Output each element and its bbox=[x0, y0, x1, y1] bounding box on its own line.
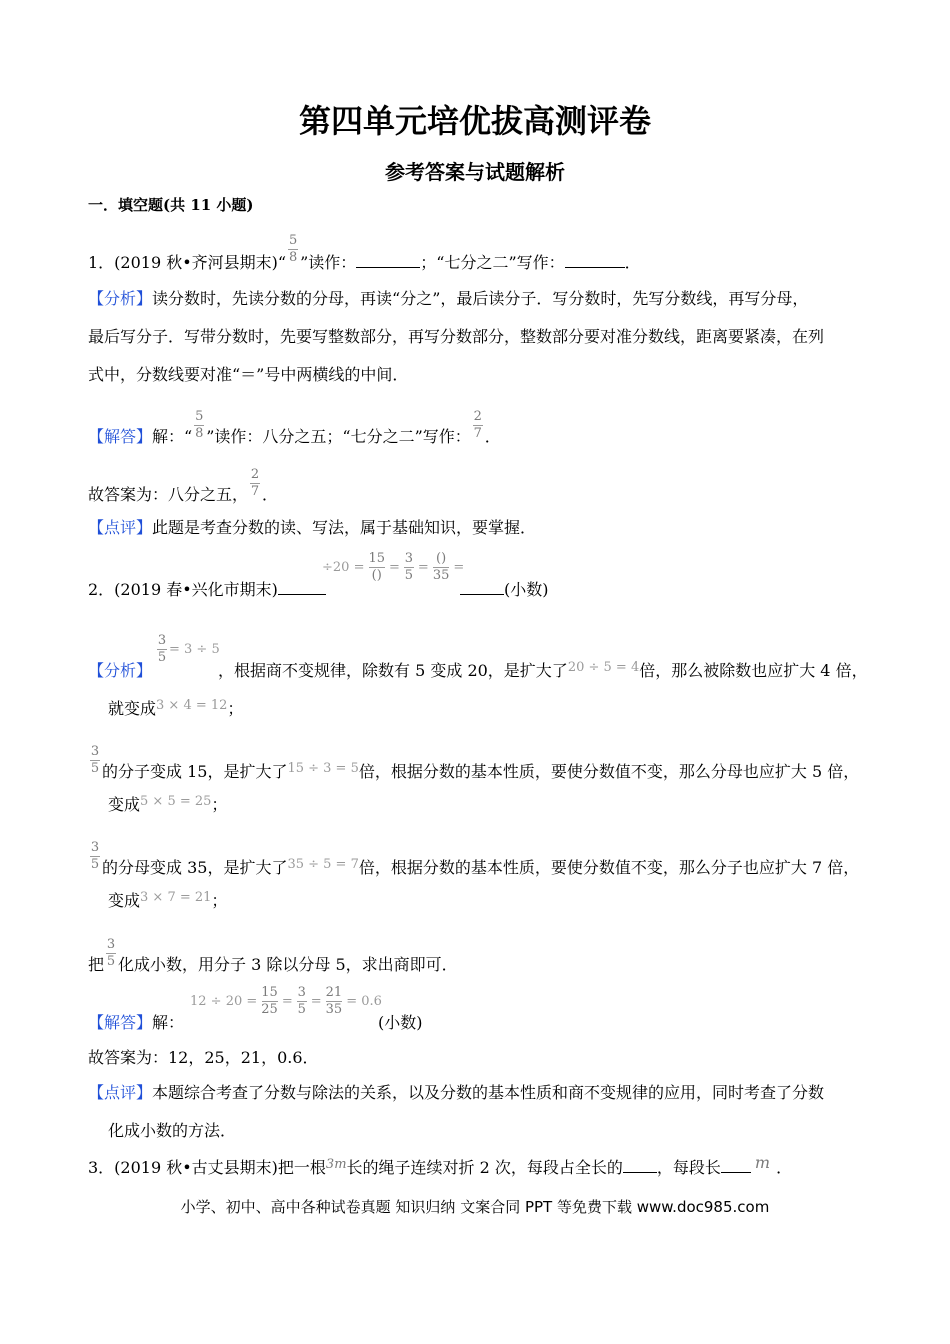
q1-frac-den: 8 bbox=[288, 250, 298, 265]
q1-ans2-num: 2 bbox=[473, 409, 482, 424]
q1-answer bbox=[88, 409, 501, 453]
q1-frac-num: 5 bbox=[288, 233, 298, 248]
q1-analysis-l3: 式中，分数线要对准“＝”号中两横线的中间． bbox=[88, 365, 409, 384]
section-heading: 一．填空题(共 11 小题) bbox=[88, 196, 254, 214]
q2-a1-text: ，根据商不变规律，除数有 5 变成 20，是扩大了 bbox=[218, 661, 568, 680]
q2-comment-l1: 本题综合考查了分数与除法的关系，以及分数的基本性质和商不变规律的应用，同时考查了分数 bbox=[152, 1083, 825, 1102]
q1-fraction bbox=[288, 234, 298, 265]
q2-a4 bbox=[88, 937, 458, 981]
q3-math1: 3m bbox=[325, 1157, 347, 1172]
q3-end: ． bbox=[776, 1158, 793, 1177]
q2-a2-frac bbox=[90, 745, 100, 776]
q2-answer bbox=[88, 1012, 184, 1034]
q1-blank-2[interactable] bbox=[565, 251, 625, 268]
q1-analysis-text: 读分数时，先读分数的分母，再读“分之”，最后读分子．写分数时，先写分数线，再写分母， bbox=[152, 289, 809, 308]
q2-ans-frac1 bbox=[261, 986, 278, 1017]
q2-eq-sign2: = bbox=[417, 560, 429, 575]
q2-a2-expr2: 5 × 5 = 25 bbox=[140, 794, 212, 809]
q2-frac1 bbox=[368, 552, 385, 583]
q2-ans-eq1: 12 ÷ 20 = bbox=[190, 994, 258, 1009]
q2-a1-expr: = 3 ÷ 5 bbox=[169, 642, 220, 657]
answer-tag: 【解答】 bbox=[88, 427, 153, 446]
q2-eq-sign: = bbox=[389, 560, 400, 575]
q2-answer-equation bbox=[190, 986, 382, 1017]
comment-tag: 【点评】 bbox=[88, 518, 153, 537]
q2-a3-l2-text: 变成 bbox=[108, 891, 141, 910]
q2-comment bbox=[88, 1082, 824, 1104]
q2-a3-l2-end: ； bbox=[211, 891, 228, 910]
q2-a1-frac bbox=[157, 634, 167, 665]
q3-mid2: ，每段长 bbox=[656, 1158, 721, 1177]
q1-line bbox=[88, 233, 641, 279]
q3-blank-1[interactable] bbox=[623, 1156, 657, 1173]
q2-f1-den: () bbox=[371, 568, 382, 583]
q2-a1-den: 5 bbox=[157, 650, 167, 665]
q2-ans-f1-den: 25 bbox=[261, 1002, 278, 1017]
q1-ans-frac-num: 5 bbox=[195, 409, 204, 424]
q2-a3-frac bbox=[90, 841, 100, 872]
q1-blank-1[interactable] bbox=[356, 251, 420, 268]
q2-answer-pre: 解： bbox=[152, 1013, 185, 1032]
q3-mid: 长的绳子连续对折 2 次，每段占全长的 bbox=[346, 1158, 623, 1177]
q2-f3-den: 35 bbox=[432, 568, 450, 583]
q2-a1-text-wrap bbox=[218, 660, 868, 684]
q2-a2 bbox=[88, 744, 860, 788]
q2-a3 bbox=[88, 840, 860, 884]
q1-mid2: ；“七分之二”写作： bbox=[420, 253, 565, 272]
q2-a2-l2 bbox=[108, 794, 227, 818]
q1-comment bbox=[88, 517, 536, 539]
q2-a2-expr: 15 ÷ 3 = 5 bbox=[287, 761, 359, 776]
q2-a4-pre: 把 bbox=[88, 955, 105, 974]
q1-analysis-l2: 最后写分子．写带分数时，先要写整数部分，再写分数部分，整数部分要对准分数线，距离要紧凑，在列 bbox=[88, 327, 825, 346]
page-subtitle: 参考答案与试题解析 bbox=[385, 160, 565, 184]
q2-suffix-wrap bbox=[460, 578, 549, 601]
q2-a1-expr3: 3 × 4 = 12 bbox=[156, 698, 228, 713]
q2-prefix: 2．(2019 春•兴化市期末) bbox=[88, 580, 278, 599]
q3-unit: m bbox=[754, 1153, 771, 1172]
q2-eq1: ÷20 = bbox=[322, 560, 365, 575]
q2-ans-frac2 bbox=[297, 986, 307, 1017]
analysis-tag: 【分析】 bbox=[88, 661, 153, 680]
q1-final bbox=[88, 467, 279, 511]
q3-blank-2[interactable] bbox=[721, 1156, 751, 1173]
q2-a2-text2: 倍，根据分数的基本性质，要使分数值不变，那么分母也应扩大 5 倍， bbox=[358, 762, 860, 781]
q3-prefix: 3．(2019 秋•古丈县期末)把一根 bbox=[88, 1158, 326, 1177]
q3-line bbox=[88, 1153, 793, 1181]
q2-frac2 bbox=[404, 552, 414, 583]
q2-suffix: (小数) bbox=[504, 580, 549, 599]
analysis-tag: 【分析】 bbox=[88, 289, 153, 308]
q2-a1-l2 bbox=[108, 698, 243, 722]
q2-ans-eq-sign2: = bbox=[310, 994, 322, 1009]
q2-blank-2[interactable] bbox=[460, 578, 504, 595]
q2-a1-l2-text: 就变成 bbox=[108, 699, 157, 718]
q2-a1-math bbox=[155, 634, 220, 665]
q2-a2-l2-text: 变成 bbox=[108, 795, 141, 814]
q2-f3-num: () bbox=[436, 551, 447, 566]
q2-a3-expr2: 3 × 7 = 21 bbox=[140, 890, 212, 905]
q2-ans-f3-den: 35 bbox=[325, 1002, 343, 1017]
q1-answer-frac bbox=[194, 410, 204, 441]
q2-a2-den: 5 bbox=[90, 761, 100, 776]
q2-equation bbox=[322, 552, 464, 583]
q2-a3-text2: 倍，根据分数的基本性质，要使分数值不变，那么分子也应扩大 7 倍， bbox=[358, 858, 860, 877]
q2-a1-text2: 倍，那么被除数也应扩大 4 倍， bbox=[639, 661, 868, 680]
q2-a3-expr: 35 ÷ 5 = 7 bbox=[287, 857, 359, 872]
q2-blank-1[interactable] bbox=[278, 578, 326, 595]
q2-a2-num: 3 bbox=[90, 744, 100, 759]
q2-ans-f2-num: 3 bbox=[297, 985, 306, 1000]
q2-ans-eq-sign: = bbox=[281, 994, 293, 1009]
answer-tag: 【解答】 bbox=[88, 1013, 153, 1032]
q2-ans-f2-den: 5 bbox=[297, 1002, 306, 1017]
q1-mid: ”读作： bbox=[300, 253, 357, 272]
q2-a3-den: 5 bbox=[90, 857, 100, 872]
q2-ans-f3-num: 21 bbox=[325, 985, 343, 1000]
q1-answer-end: ． bbox=[484, 427, 501, 446]
q2-eq-end: = bbox=[453, 560, 465, 575]
q1-final-den: 7 bbox=[250, 484, 260, 499]
q2-a1-l2-end: ； bbox=[227, 699, 244, 718]
q1-ans2-den: 7 bbox=[473, 426, 482, 441]
comment-tag: 【点评】 bbox=[88, 1083, 153, 1102]
q1-end: ． bbox=[624, 253, 641, 272]
q2-a2-text: 的分子变成 15，是扩大了 bbox=[102, 762, 288, 781]
q2-a1-num: 3 bbox=[157, 633, 167, 648]
q2-ans-f1-num: 15 bbox=[261, 985, 278, 1000]
page-footer: 小学、初中、高中各种试卷真题 知识归纳 文案合同 PPT 等免费下载 www.doc985.com bbox=[180, 1198, 770, 1216]
q2-frac3 bbox=[433, 552, 450, 583]
q2-a3-text: 的分母变成 35，是扩大了 bbox=[102, 858, 288, 877]
q2-a4-num: 3 bbox=[106, 937, 116, 952]
q1-ans-frac-den: 8 bbox=[195, 426, 204, 441]
q1-comment-text: 此题是考查分数的读、写法，属于基础知识，要掌握． bbox=[152, 518, 537, 537]
q2-comment-l2: 化成小数的方法． bbox=[108, 1121, 237, 1140]
q2-ans-frac3 bbox=[326, 986, 343, 1017]
q2-a4-den: 5 bbox=[106, 954, 116, 969]
q2-ans-suffix: (小数) bbox=[378, 1013, 423, 1032]
q2-a2-l2-end: ； bbox=[211, 795, 228, 814]
q2-ans-eq-end: = 0.6 bbox=[346, 994, 382, 1009]
q1-analysis-l1 bbox=[88, 288, 808, 310]
q1-answer-b: ”读作：八分之五；“七分之二”写作： bbox=[206, 427, 471, 446]
q2-a3-num: 3 bbox=[90, 840, 100, 855]
q1-final-text: 故答案为：八分之五， bbox=[88, 485, 249, 504]
q2-f1-num: 15 bbox=[368, 551, 386, 566]
q2-a4-frac bbox=[106, 938, 116, 969]
q2-final: 故答案为：12，25，21，0.6． bbox=[88, 1048, 319, 1067]
q2-f2-num: 3 bbox=[404, 551, 414, 566]
q1-final-frac bbox=[250, 468, 260, 499]
q2-a1-expr2: 20 ÷ 5 = 4 bbox=[567, 660, 640, 675]
q2-a4-text: 化成小数，用分子 3 除以分母 5，求出商即可． bbox=[118, 955, 458, 974]
q2-analysis-l1 bbox=[88, 660, 152, 682]
q1-final-end: ． bbox=[262, 485, 279, 504]
q1-answer-a: 解：“ bbox=[152, 427, 193, 446]
q1-final-num: 2 bbox=[250, 467, 260, 482]
q1-prefix: 1．(2019 秋•齐河县期末)“ bbox=[88, 253, 287, 272]
q1-answer-frac2 bbox=[473, 410, 483, 441]
q2-a3-l2 bbox=[108, 890, 227, 914]
page-title: 第四单元培优拔高测评卷 bbox=[298, 102, 651, 140]
q2-f2-den: 5 bbox=[404, 568, 414, 583]
q2-line bbox=[88, 578, 326, 601]
